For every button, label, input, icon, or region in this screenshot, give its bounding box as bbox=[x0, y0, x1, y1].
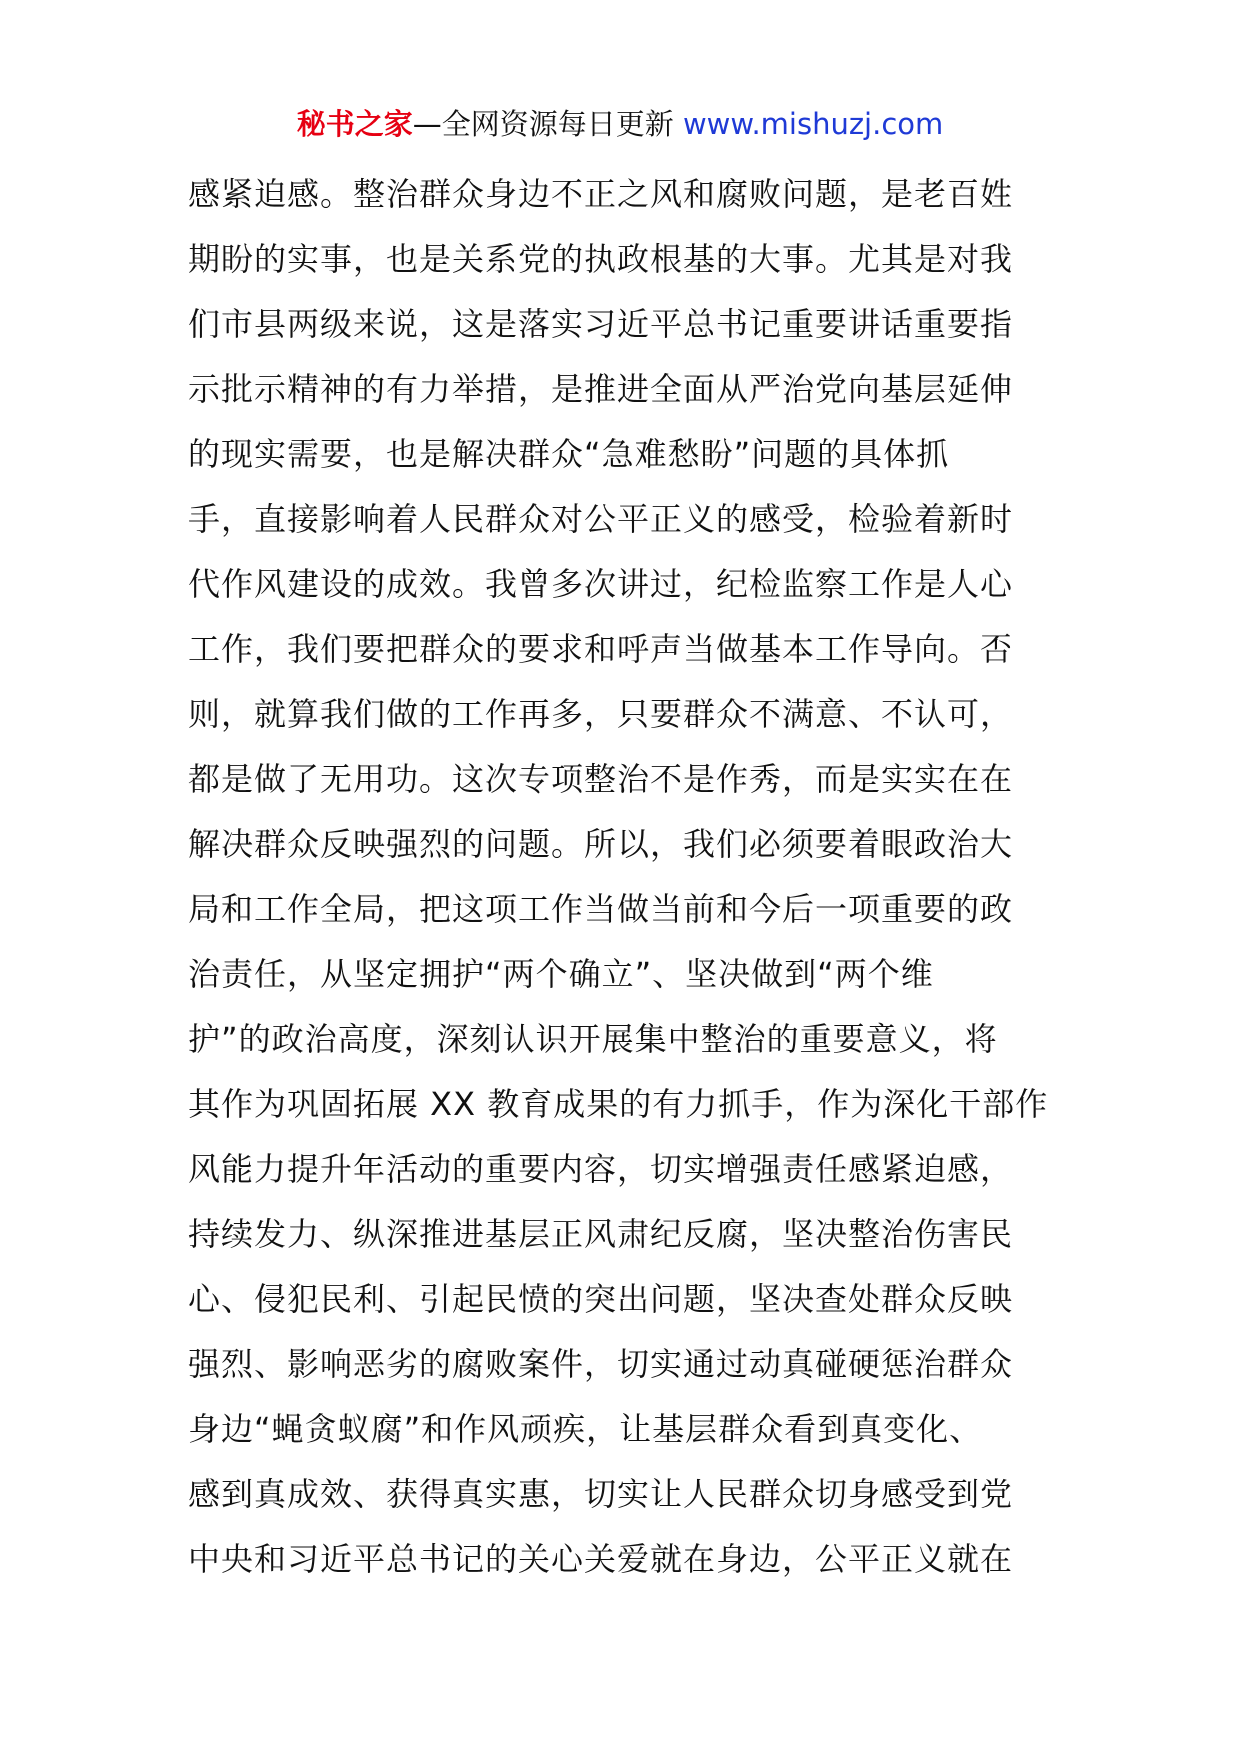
text-line: 则，就算我们做的工作再多，只要群众不满意、不认可， bbox=[188, 695, 1014, 733]
page-header bbox=[0, 104, 1240, 144]
text-line: 心、侵犯民利、引起民愤的突出问题，坚决查处群众反映 bbox=[188, 1280, 1014, 1318]
website-link[interactable]: www.mishuzj.com bbox=[682, 107, 944, 141]
brand-name: 秘书之家 bbox=[296, 107, 413, 141]
body-text bbox=[188, 162, 1058, 1592]
text-line: 风能力提升年活动的重要内容，切实增强责任感紧迫感， bbox=[188, 1150, 1014, 1188]
text-line: 都是做了无用功。这次专项整治不是作秀，而是实实在在 bbox=[188, 760, 1014, 798]
text-line: 局和工作全局，把这项工作当做当前和今后一项重要的政 bbox=[188, 890, 1014, 928]
text-line: 们市县两级来说，这是落实习近平总书记重要讲话重要指 bbox=[188, 305, 1014, 343]
header-tagline: —全网资源每日更新 bbox=[412, 107, 674, 141]
text-line: 手，直接影响着人民群众对公平正义的感受，检验着新时 bbox=[188, 500, 1014, 538]
text-line: 中央和习近平总书记的关心关爱就在身边，公平正义就在 bbox=[188, 1540, 1014, 1578]
text-line: 持续发力、纵深推进基层正风肃纪反腐，坚决整治伤害民 bbox=[188, 1215, 1014, 1253]
text-line: 强烈、影响恶劣的腐败案件，切实通过动真碰硬惩治群众 bbox=[188, 1345, 1014, 1383]
text-line: 护”的政治高度，深刻认识开展集中整治的重要意义，将 bbox=[188, 1020, 998, 1058]
text-line: 治责任，从坚定拥护“两个确立”、坚决做到“两个维 bbox=[188, 955, 934, 993]
text-line: 感紧迫感。整治群众身边不正之风和腐败问题，是老百姓 bbox=[188, 175, 1014, 213]
text-line: 解决群众反映强烈的问题。所以，我们必须要着眼政治大 bbox=[188, 825, 1014, 863]
text-line: 感到真成效、获得真实惠，切实让人民群众切身感受到党 bbox=[188, 1475, 1014, 1513]
text-line: 示批示精神的有力举措，是推进全面从严治党向基层延伸 bbox=[188, 370, 1014, 408]
text-line: 身边“蝇贪蚁腐”和作风顽疾，让基层群众看到真变化、 bbox=[188, 1410, 983, 1448]
text-line: 期盼的实事，也是关系党的执政根基的大事。尤其是对我 bbox=[188, 240, 1014, 278]
text-line: 其作为巩固拓展 XX 教育成果的有力抓手，作为深化干部作 bbox=[188, 1085, 1049, 1123]
text-line: 的现实需要，也是解决群众“急难愁盼”问题的具体抓 bbox=[188, 435, 950, 473]
text-line: 代作风建设的成效。我曾多次讲过，纪检监察工作是人心 bbox=[188, 565, 1014, 603]
text-line: 工作，我们要把群众的要求和呼声当做基本工作导向。否 bbox=[188, 630, 1014, 668]
